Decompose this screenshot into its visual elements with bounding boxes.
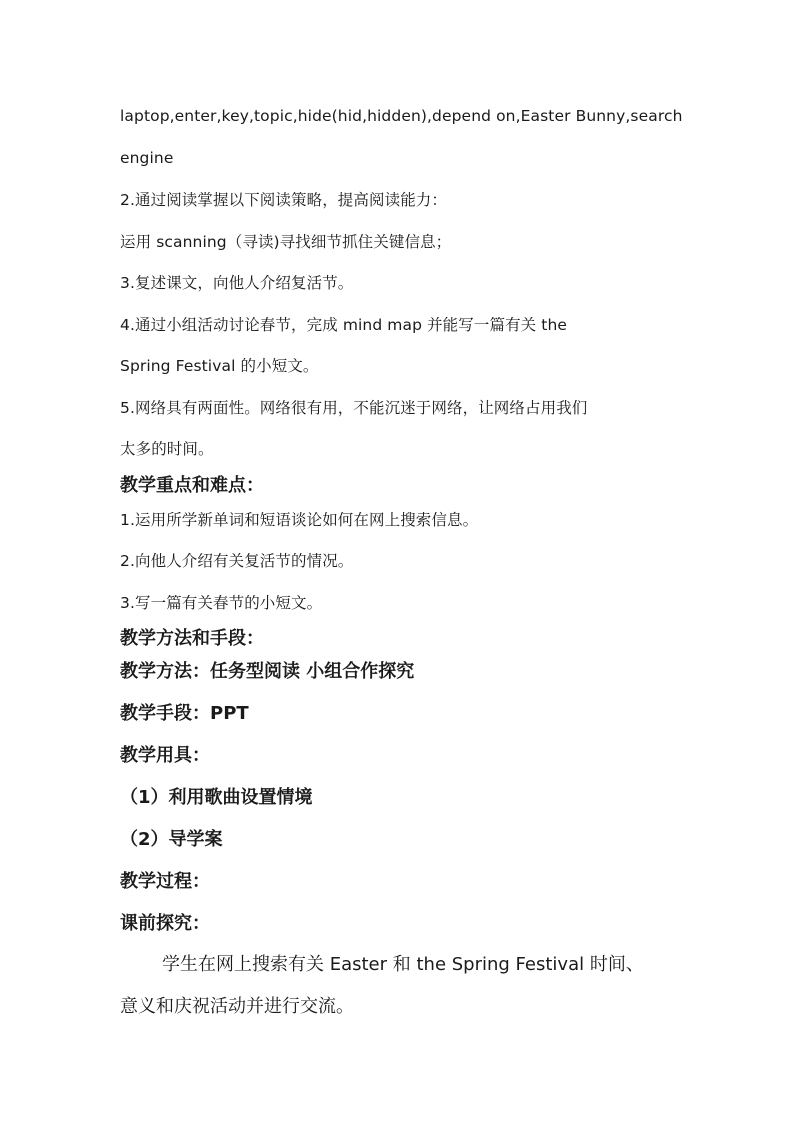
vocabulary-line-1: laptop,enter,key,topic,hide(hid,hidden),depend on,Easter Bunny,search: [120, 107, 683, 125]
vocabulary-line-2: engine: [120, 149, 174, 167]
pre-class-heading: 课前探究：: [120, 913, 210, 934]
objective-4-line-1: 4.通过小组活动讨论春节，完成 mind map 并能写一篇有关 the: [120, 316, 568, 334]
key-points-heading: 教学重点和难点：: [120, 475, 264, 496]
key-point-2: 2.向他人介绍有关复活节的情况。: [120, 552, 354, 570]
key-point-3: 3.写一篇有关春节的小短文。: [120, 594, 323, 612]
pre-class-text-line-2: 意义和庆祝活动并进行交流。: [120, 996, 354, 1017]
methods-line: 教学方法：任务型阅读 小组合作探究: [120, 661, 415, 682]
tools-heading: 教学用具：: [120, 745, 210, 766]
objective-5-line-1: 5.网络具有两面性。网络很有用，不能沉迷于网络，让网络占用我们: [120, 399, 588, 417]
tool-item-1: （1）利用歌曲设置情境: [120, 787, 313, 808]
means-line: 教学手段：PPT: [120, 703, 249, 724]
objective-5-line-2: 太多的时间。: [120, 440, 214, 458]
methods-heading: 教学方法和手段：: [120, 628, 264, 649]
objective-2-detail: 运用 scanning（寻读)寻找细节抓住关键信息；: [120, 233, 452, 251]
pre-class-text-line-1: 学生在网上搜索有关 Easter 和 the Spring Festival 时间、: [162, 954, 644, 975]
objective-3: 3.复述课文，向他人介绍复活节。: [120, 274, 354, 292]
tool-item-2: （2）导学案: [120, 829, 223, 850]
objective-2: 2.通过阅读掌握以下阅读策略，提高阅读能力：: [120, 191, 447, 209]
key-point-1: 1.运用所学新单词和短语谈论如何在网上搜索信息。: [120, 511, 479, 529]
process-heading: 教学过程：: [120, 871, 210, 892]
objective-4-line-2: Spring Festival 的小短文。: [120, 357, 319, 375]
